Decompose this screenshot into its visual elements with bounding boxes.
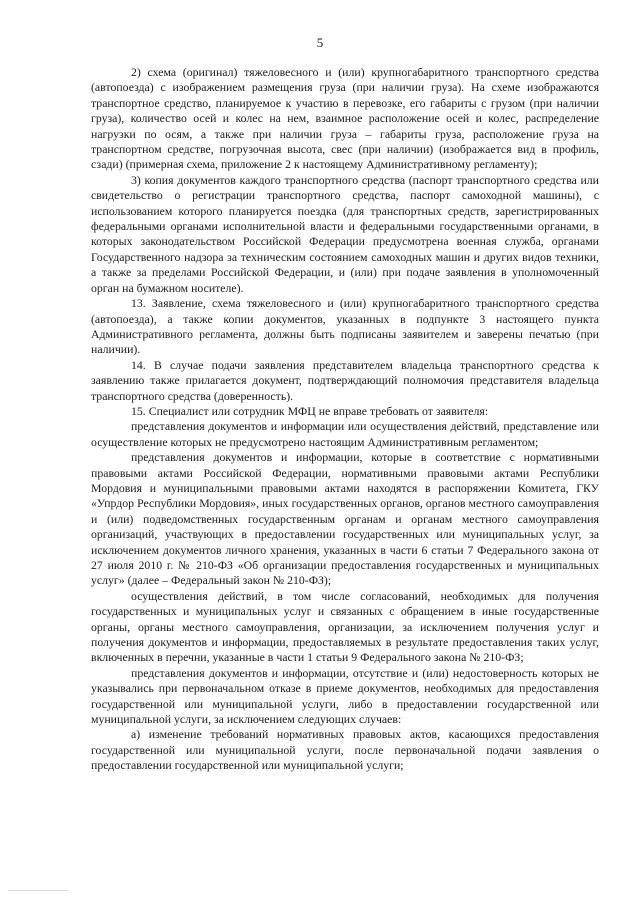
- paragraph-item-3-vehicle-documents: 3) копия документов каждого транспортного средства (паспорт транспортного средства или свидетельство о регистрации транспортного средства, паспорт самоходной машины), с использованием которого планируется поездка (для транспортных средств, зарегистрированных федеральными органами исполнительной власти и федеральными государственными органами, в которых законодательством Российской Федерации предусмотрена военная служба, органами Государственного надзора за техническим состоянием самоходных машин и других видов техники, а также за пределами Российской Федерации, и (или) при подаче заявления в уполномоченный орган на бумажном носителе).: [91, 172, 599, 295]
- paragraph-clause-13: 13. Заявление, схема тяжеловесного и (или) крупногабаритного транспортного средства (автопоезда), а также копии документов, указанных в подпункте 3 настоящего пункта Административного регламента, должны быть подписаны заявителем и заверены печатью (при наличии).: [91, 296, 599, 357]
- paragraph-case-a: а) изменение требований нормативных правовых актов, касающихся предоставления государственной или муниципальной услуги, после первоначальной подачи заявления о предоставлении государственной или муниципальной услуги;: [91, 727, 599, 773]
- scan-edge-line: [8, 890, 68, 891]
- paragraph-requirement-1: представления документов и информации или осуществления действий, представление или осуществление которых не предусмотрено настоящим Административным регламентом;: [91, 419, 599, 449]
- paragraph-requirement-2: представления документов и информации, которые в соответствие с нормативными правовыми актами Российской Федерации, нормативными правовыми актами Республики Мордовия и муниципальными правовыми актами находятся в распоряжении Комитета, ГКУ «Упрдор Республики Мордовия», иных государственных органов, органов местного самоуправления и (или) подведомственных государственным органам и органам местного самоуправления организаций, участвующих в предоставлении государственных или муниципальных услуг, за исключением документов личного хранения, указанных в части 6 статьи 7 Федерального закона от 27 июля 2010 г. № 210-ФЗ «Об организации предоставления государственных и муниципальных услуг» (далее – Федеральный закон № 210-ФЗ);: [91, 450, 599, 588]
- document-body: [91, 65, 599, 774]
- paragraph-clause-15: 15. Специалист или сотрудник МФЦ не вправе требовать от заявителя:: [131, 403, 489, 418]
- paragraph-requirement-4: представления документов и информации, отсутствие и (или) недостоверность которых не указывались при первоначальном отказе в приеме документов, необходимых для предоставления государственной или муниципальной услуги, либо в предоставлении государственной или муниципальной услуги, за исключением следующих случаев:: [91, 665, 599, 727]
- paragraph-item-2-scheme: 2) схема (оригинал) тяжеловесного и (или) крупногабаритного транспортного средства (автопоезда) с изображением размещения груза (при наличии груза). На схеме изображаются транспортное средство, планируемое к участию в перевозке, его габариты с грузом (при наличии груза), количество осей и колес на нем, взаимное расположение осей и колес, распределение нагрузки по осям, а также при наличии груза – габариты груза, расположение груза на транспортном средстве, погрузочная высота, свес (при наличии) (изображается вид в профиль, сзади) (примерная схема, приложение 2 к настоящему Административному регламенту);: [91, 65, 599, 172]
- page-number: 5: [316, 35, 324, 50]
- paragraph-clause-14: 14. В случае подачи заявления представителем владельца транспортного средства к заявлению также прилагается документ, подтверждающий полномочия представителя владельца транспортного средства (доверенность).: [91, 357, 599, 403]
- paragraph-requirement-3: осуществления действий, в том числе согласований, необходимых для получения государственных и муниципальных услуг и связанных с обращением в иные государственные органы, органы местного самоуправления, организации, за исключением получения услуг и получения документов и информации, предоставляемых в результате предоставления таких услуг, включенных в перечни, указанные в части 1 статьи 9 Федерального закона № 210-ФЗ;: [91, 588, 599, 665]
